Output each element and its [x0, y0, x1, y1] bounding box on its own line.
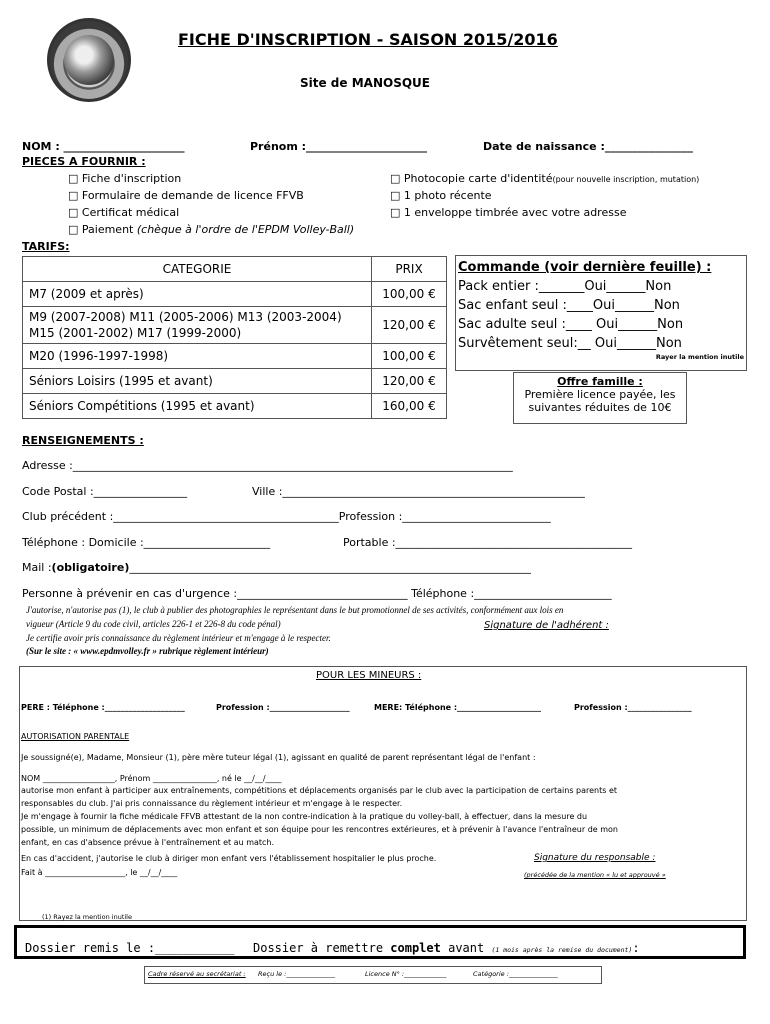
rayez-mention: (1) Rayez la mention inutile	[42, 913, 132, 921]
piece-certificat: □ Certificat médical	[68, 206, 180, 219]
dossier-a-remettre: Dossier à remettre complet avant (1 mois après la remise du document):	[253, 941, 640, 955]
tarifs-title: TARIFS:	[22, 240, 70, 253]
page-title: FICHE D'INSCRIPTION - SAISON 2015/2016	[178, 30, 558, 49]
table-row	[23, 344, 447, 369]
signature-adherent: Signature de l'adhérent :	[484, 620, 609, 631]
autorisation-photos: J'autorise, n'autorise pas (1), le club à publier des photographies le représentant dans le but promotionnel de ses activités, conformément aux lois en	[26, 605, 564, 615]
piece-photo: □ 1 photo récente	[390, 189, 492, 202]
famille-title: Offre famille :	[557, 375, 643, 388]
secretariat-box	[144, 966, 602, 984]
date-naissance-field[interactable]: Date de naissance :________________	[483, 140, 693, 153]
mail-field[interactable]: Mail :(obligatoire)_________________________________________________________________________	[22, 561, 531, 574]
paragraph-2a: Je m'engage à fournir la fiche médicale FFVB attestant de la non contre-indication à la pratique du volley-ball, à effectuer, dans la mesure du	[21, 812, 588, 821]
commande-box	[455, 255, 747, 371]
table-header-row	[23, 257, 447, 282]
table-row	[23, 369, 447, 394]
autorisation-parentale-title: AUTORISATION PARENTALE	[21, 732, 130, 741]
enfant-nom-line[interactable]: NOM __________________, Prénom ________________, né le __/__/____	[21, 774, 282, 783]
renseignements-title: RENSEIGNEMENTS :	[22, 434, 144, 447]
code-postal-field[interactable]: Code Postal :_________________	[22, 485, 188, 498]
telephone-domicile-field[interactable]: Téléphone : Domicile :_______________________	[22, 536, 271, 549]
tarif-prix: 100,00 €	[372, 344, 447, 369]
fait-a-line[interactable]: Fait à ____________________, le __/__/____	[21, 868, 178, 877]
commande-sac-adulte[interactable]: Sac adulte seul :____ Oui______Non	[458, 317, 684, 332]
piece-paiement: □ Paiement (chèque à l'ordre de l'EPDM Volley-Ball)	[68, 223, 355, 236]
mere-profession[interactable]: Profession :________________	[574, 703, 692, 712]
tarifs-table	[22, 256, 447, 419]
adresse-field[interactable]: Adresse :________________________________________________________________________________	[22, 459, 513, 472]
famille-text-1: Première licence payée, les	[524, 388, 676, 401]
club-logo	[47, 18, 131, 102]
site-label: Site de MANOSQUE	[300, 76, 430, 90]
tarif-prix: 160,00 €	[372, 394, 447, 419]
dossier-remis[interactable]: Dossier remis le :___________	[25, 941, 235, 955]
tarif-cat: Séniors Compétitions (1995 et avant)	[23, 394, 372, 419]
tarif-cat: Séniors Loisirs (1995 et avant)	[23, 369, 372, 394]
paragraph-1a: autorise mon enfant à participer aux entraînements, compétitions et déplacements organisés par le club avec la participation de certains parents et	[21, 786, 618, 795]
mere-telephone[interactable]: MERE: Téléphone :_____________________	[374, 703, 542, 712]
commande-sac-enfant[interactable]: Sac enfant seul :____Oui______Non	[458, 298, 680, 313]
autorisation-photos-2: vigueur (Article 9 du code civil, articles 226-1 et 226-8 du code pénal)	[26, 619, 281, 629]
licence-field[interactable]: Licence N° :_____________	[365, 970, 447, 978]
pieces-title: PIECES A FOURNIR :	[22, 155, 146, 168]
signature-responsable: Signature du responsable :	[534, 853, 656, 863]
reglement-site: (Sur le site : « www.epdmvolley.fr » rubrique règlement intérieur)	[26, 646, 269, 656]
table-row	[23, 282, 447, 307]
portable-field[interactable]: Portable :___________________________________________	[343, 536, 633, 549]
soussigne-text: Je soussigné(e), Madame, Monsieur (1), père mère tuteur légal (1), agissant en qualité de parent représentant légal de l'enfant :	[21, 753, 536, 762]
piece-photocopie: □ Photocopie carte d'identité(pour nouvelle inscription, mutation)	[390, 172, 700, 185]
cadre-label: Cadre réservé au secrétariat :	[148, 970, 246, 978]
tarif-prix: 120,00 €	[372, 307, 447, 344]
col-categorie: CATEGORIE	[23, 257, 372, 282]
commande-pack[interactable]: Pack entier :_______Oui______Non	[458, 279, 672, 294]
paragraph-2c: enfant, en cas d'absence prévue à l'entraînement et au match.	[21, 838, 275, 847]
famille-text-2: suivantes réduites de 10€	[528, 401, 672, 414]
pere-telephone[interactable]: PERE : Téléphone :____________________	[21, 703, 185, 712]
dossier-box	[14, 925, 746, 959]
prenom-field[interactable]: Prénom :______________________	[250, 140, 428, 153]
paragraph-1b: responsables du club. J'ai pris connaissance du règlement intérieur et m'engage à le respecter.	[21, 799, 403, 808]
tarif-prix: 120,00 €	[372, 369, 447, 394]
table-row	[23, 394, 447, 419]
col-prix: PRIX	[372, 257, 447, 282]
club-precedent-field[interactable]: Club précédent :_________________________________________Profession :___________________________	[22, 510, 551, 523]
tarif-cat: M20 (1996-1997-1998)	[23, 344, 372, 369]
nom-field[interactable]: NOM : ______________________	[22, 140, 185, 153]
offre-famille-box	[513, 372, 687, 424]
precede-mention: (précédée de la mention « lu et approuvé »	[524, 871, 666, 879]
urgence-field[interactable]: Personne à prévenir en cas d'urgence :_______________________________ Téléphone :_________________________	[22, 587, 612, 600]
tarif-cat: M7 (2009 et après)	[23, 282, 372, 307]
certifie-text: Je certifie avoir pris connaissance du règlement intérieur et m'engage à le respecter.	[26, 633, 331, 643]
mineurs-title: POUR LES MINEURS :	[316, 670, 422, 681]
paragraph-3: En cas d'accident, j'autorise le club à diriger mon enfant vers l'établissement hospitalier le plus proche.	[21, 854, 437, 863]
commande-survetement[interactable]: Survêtement seul:__ Oui______Non	[458, 336, 682, 351]
tarif-cat: M9 (2007-2008) M11 (2005-2006) M13 (2003-2004) M15 (2001-2002) M17 (1999-2000)	[23, 307, 372, 344]
recu-le-field[interactable]: Reçu le :_______________	[258, 970, 336, 978]
commande-note: Rayer la mention inutile	[655, 353, 744, 361]
tarif-prix: 100,00 €	[372, 282, 447, 307]
piece-fiche: □ Fiche d'inscription	[68, 172, 182, 185]
pere-profession[interactable]: Profession :____________________	[216, 703, 350, 712]
piece-enveloppe: □ 1 enveloppe timbrée avec votre adresse	[390, 206, 627, 219]
ville-field[interactable]: Ville :_______________________________________________________	[252, 485, 585, 498]
table-row	[23, 307, 447, 344]
paragraph-2b: possible, un minimum de déplacements avec mon enfant et son équipe pour les rencontres extérieures, et à prévenir à l'avance l'entraîneur de mon	[21, 825, 618, 834]
piece-formulaire: □ Formulaire de demande de licence FFVB	[68, 189, 304, 202]
commande-title: Commande (voir dernière feuille) :	[458, 260, 712, 275]
categorie-field[interactable]: Catégorie :_______________	[473, 970, 558, 978]
mineurs-box	[19, 666, 747, 921]
